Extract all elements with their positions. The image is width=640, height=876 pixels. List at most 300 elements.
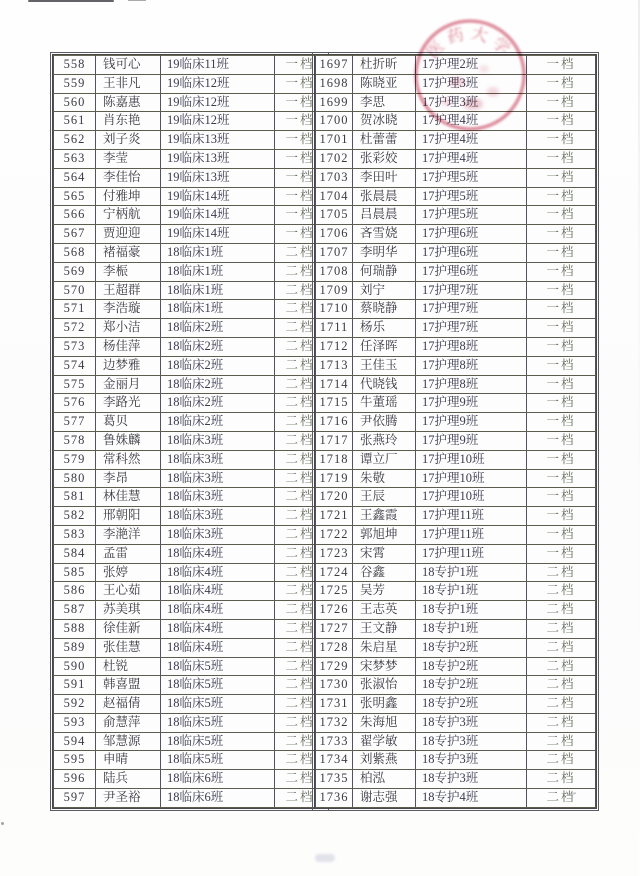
tier-cell: 一档 bbox=[527, 281, 596, 300]
id-cell: 1699 bbox=[316, 93, 353, 112]
class-cell: 18临床6班 bbox=[161, 770, 275, 789]
name-cell: 朱敬 bbox=[353, 469, 416, 488]
student-row bbox=[54, 619, 326, 638]
id-cell: 588 bbox=[54, 619, 96, 638]
name-cell: 陆兵 bbox=[96, 770, 161, 789]
class-cell: 19临床13班 bbox=[161, 168, 275, 187]
name-cell: 葛贝 bbox=[96, 413, 161, 432]
id-cell: 572 bbox=[54, 319, 96, 338]
id-cell: 562 bbox=[54, 131, 96, 150]
id-cell: 590 bbox=[54, 657, 96, 676]
id-cell: 1713 bbox=[316, 356, 353, 375]
class-cell: 17护理10班 bbox=[416, 488, 527, 507]
scan-artifact-dot bbox=[1, 822, 4, 825]
student-row bbox=[316, 243, 596, 262]
student-row bbox=[316, 356, 596, 375]
student-row bbox=[54, 206, 326, 225]
name-cell: 张燕玲 bbox=[353, 431, 416, 450]
class-cell: 17护理11班 bbox=[416, 544, 527, 563]
tier-cell: 一档 bbox=[527, 450, 596, 469]
id-cell: 1707 bbox=[316, 243, 353, 262]
student-row bbox=[54, 488, 326, 507]
class-cell: 18临床2班 bbox=[161, 337, 275, 356]
id-cell: 1722 bbox=[316, 525, 353, 544]
id-cell: 1718 bbox=[316, 450, 353, 469]
student-table bbox=[315, 55, 596, 808]
scan-artifact-top-dash-2 bbox=[128, 0, 146, 1]
id-cell: 1732 bbox=[316, 713, 353, 732]
id-cell: 575 bbox=[54, 375, 96, 394]
class-cell: 17护理7班 bbox=[416, 281, 527, 300]
id-cell: 561 bbox=[54, 112, 96, 131]
class-cell: 18临床2班 bbox=[161, 375, 275, 394]
id-cell: 1715 bbox=[316, 394, 353, 413]
class-cell: 18专护3班 bbox=[416, 713, 527, 732]
name-cell: 韩喜盟 bbox=[96, 676, 161, 695]
class-cell: 18临床2班 bbox=[161, 356, 275, 375]
tier-cell: 二档 bbox=[527, 676, 596, 695]
class-cell: 18临床5班 bbox=[161, 751, 275, 770]
name-cell: 杜折昕 bbox=[353, 56, 416, 75]
student-row bbox=[54, 300, 326, 319]
class-cell: 18专护1班 bbox=[416, 582, 527, 601]
name-cell: 张淑怡 bbox=[353, 676, 416, 695]
id-cell: 1730 bbox=[316, 676, 353, 695]
id-cell: 1709 bbox=[316, 281, 353, 300]
id-cell: 578 bbox=[54, 431, 96, 450]
tier-cell: 二档 bbox=[275, 281, 326, 300]
student-table-right bbox=[314, 54, 597, 809]
id-cell: 594 bbox=[54, 732, 96, 751]
id-cell: 1705 bbox=[316, 206, 353, 225]
name-cell: 谷鑫 bbox=[353, 563, 416, 582]
name-cell: 吴芳 bbox=[353, 582, 416, 601]
class-cell: 17护理9班 bbox=[416, 394, 527, 413]
name-cell: 杜锐 bbox=[96, 657, 161, 676]
class-cell: 18临床3班 bbox=[161, 450, 275, 469]
student-row bbox=[54, 225, 326, 244]
student-row bbox=[316, 544, 596, 563]
id-cell: 583 bbox=[54, 525, 96, 544]
tier-cell: 一档 bbox=[527, 131, 596, 150]
name-cell: 鲁姝麟 bbox=[96, 431, 161, 450]
id-cell: 589 bbox=[54, 638, 96, 657]
student-row bbox=[54, 657, 326, 676]
class-cell: 17护理10班 bbox=[416, 450, 527, 469]
tier-cell: 一档 bbox=[527, 319, 596, 338]
class-cell: 17护理8班 bbox=[416, 337, 527, 356]
tier-cell: 二档 bbox=[275, 450, 326, 469]
id-cell: 1710 bbox=[316, 300, 353, 319]
name-cell: 边梦雅 bbox=[96, 356, 161, 375]
class-cell: 17护理8班 bbox=[416, 375, 527, 394]
tier-cell: 一档 bbox=[275, 149, 326, 168]
class-cell: 18临床1班 bbox=[161, 300, 275, 319]
student-row bbox=[54, 751, 326, 770]
tier-cell: 一档 bbox=[527, 74, 596, 93]
student-row bbox=[54, 695, 326, 714]
tier-cell: 二档 bbox=[275, 300, 326, 319]
tier-cell: 二档 bbox=[275, 507, 326, 526]
name-cell: 王辰 bbox=[353, 488, 416, 507]
tier-cell: 二档 bbox=[275, 601, 326, 620]
class-cell: 17护理2班 bbox=[416, 56, 527, 75]
tier-cell: 二档 bbox=[275, 243, 326, 262]
class-cell: 18临床4班 bbox=[161, 582, 275, 601]
tier-cell: 二档 bbox=[275, 713, 326, 732]
tier-cell: 二档 bbox=[527, 657, 596, 676]
id-cell: 1724 bbox=[316, 563, 353, 582]
id-cell: 1734 bbox=[316, 751, 353, 770]
tier-cell: 一档 bbox=[275, 187, 326, 206]
id-cell: 1711 bbox=[316, 319, 353, 338]
name-cell: 宋霄 bbox=[353, 544, 416, 563]
id-cell: 1721 bbox=[316, 507, 353, 526]
name-cell: 陈晓亚 bbox=[353, 74, 416, 93]
name-cell: 杜蕾蕾 bbox=[353, 131, 416, 150]
student-row bbox=[54, 713, 326, 732]
student-row bbox=[316, 657, 596, 676]
id-cell: 586 bbox=[54, 582, 96, 601]
class-cell: 17护理6班 bbox=[416, 225, 527, 244]
tier-cell: 二档 bbox=[275, 751, 326, 770]
id-cell: 1727 bbox=[316, 619, 353, 638]
class-cell: 17护理11班 bbox=[416, 525, 527, 544]
name-cell: 宁柄航 bbox=[96, 206, 161, 225]
name-cell: 吕晨晨 bbox=[353, 206, 416, 225]
class-cell: 18专护1班 bbox=[416, 619, 527, 638]
tier-cell: 二档 bbox=[275, 469, 326, 488]
student-row bbox=[316, 319, 596, 338]
class-cell: 19临床12班 bbox=[161, 74, 275, 93]
student-row bbox=[54, 112, 326, 131]
id-cell: 1698 bbox=[316, 74, 353, 93]
tier-cell: 二档 bbox=[275, 563, 326, 582]
name-cell: 王志英 bbox=[353, 601, 416, 620]
student-row bbox=[54, 337, 326, 356]
student-row bbox=[54, 431, 326, 450]
name-cell: 孟雷 bbox=[96, 544, 161, 563]
name-cell: 陈嘉惠 bbox=[96, 93, 161, 112]
name-cell: 吝雪娆 bbox=[353, 225, 416, 244]
class-cell: 18临床3班 bbox=[161, 507, 275, 526]
name-cell: 杨乐 bbox=[353, 319, 416, 338]
id-cell: 581 bbox=[54, 488, 96, 507]
class-cell: 18临床5班 bbox=[161, 713, 275, 732]
student-row bbox=[54, 789, 326, 808]
class-cell: 19临床12班 bbox=[161, 112, 275, 131]
id-cell: 1712 bbox=[316, 337, 353, 356]
student-row bbox=[316, 413, 596, 432]
class-cell: 17护理4班 bbox=[416, 131, 527, 150]
id-cell: 1704 bbox=[316, 187, 353, 206]
tier-cell: 一档 bbox=[275, 206, 326, 225]
id-cell: 1701 bbox=[316, 131, 353, 150]
id-cell: 1716 bbox=[316, 413, 353, 432]
student-row bbox=[54, 582, 326, 601]
student-row bbox=[316, 206, 596, 225]
class-cell: 18临床1班 bbox=[161, 243, 275, 262]
id-cell: 1714 bbox=[316, 375, 353, 394]
student-row bbox=[316, 713, 596, 732]
class-cell: 18专护2班 bbox=[416, 676, 527, 695]
tier-cell: 一档 bbox=[527, 431, 596, 450]
tier-cell: 二档 bbox=[275, 638, 326, 657]
name-cell: 翟学敏 bbox=[353, 732, 416, 751]
id-cell: 1700 bbox=[316, 112, 353, 131]
student-row bbox=[54, 563, 326, 582]
student-row bbox=[54, 149, 326, 168]
id-cell: 1728 bbox=[316, 638, 353, 657]
name-cell: 宋梦梦 bbox=[353, 657, 416, 676]
name-cell: 贾迎迎 bbox=[96, 225, 161, 244]
student-row bbox=[54, 375, 326, 394]
student-row bbox=[54, 74, 326, 93]
class-cell: 17护理6班 bbox=[416, 262, 527, 281]
student-row bbox=[54, 356, 326, 375]
class-cell: 17护理9班 bbox=[416, 413, 527, 432]
name-cell: 李桭 bbox=[96, 262, 161, 281]
name-cell: 王非凡 bbox=[96, 74, 161, 93]
tier-cell: 二档 bbox=[527, 751, 596, 770]
class-cell: 18临床5班 bbox=[161, 732, 275, 751]
id-cell: 1697 bbox=[316, 56, 353, 75]
student-row bbox=[316, 56, 596, 75]
name-cell: 张佳慧 bbox=[96, 638, 161, 657]
name-cell: 邹慧源 bbox=[96, 732, 161, 751]
class-cell: 18临床3班 bbox=[161, 525, 275, 544]
name-cell: 郑小洁 bbox=[96, 319, 161, 338]
tier-cell: 二档 bbox=[275, 319, 326, 338]
tier-cell: 一档 bbox=[275, 168, 326, 187]
class-cell: 18专护1班 bbox=[416, 563, 527, 582]
name-cell: 金丽月 bbox=[96, 375, 161, 394]
class-cell: 18临床6班 bbox=[161, 789, 275, 808]
class-cell: 17护理8班 bbox=[416, 356, 527, 375]
student-row bbox=[54, 131, 326, 150]
student-row bbox=[316, 751, 596, 770]
tier-cell: 二档 bbox=[275, 544, 326, 563]
name-cell: 张晨晨 bbox=[353, 187, 416, 206]
name-cell: 柏泓 bbox=[353, 770, 416, 789]
name-cell: 肖东艳 bbox=[96, 112, 161, 131]
name-cell: 朱海旭 bbox=[353, 713, 416, 732]
student-row bbox=[54, 507, 326, 526]
tier-cell: 一档 bbox=[527, 337, 596, 356]
student-row bbox=[316, 507, 596, 526]
tier-cell: 一档 bbox=[527, 413, 596, 432]
tier-cell: 一档 bbox=[275, 131, 326, 150]
id-cell: 571 bbox=[54, 300, 96, 319]
student-row bbox=[316, 112, 596, 131]
id-cell: 1702 bbox=[316, 149, 353, 168]
tier-cell: 二档 bbox=[275, 488, 326, 507]
student-row bbox=[316, 695, 596, 714]
student-row bbox=[316, 337, 596, 356]
name-cell: 常科然 bbox=[96, 450, 161, 469]
name-cell: 徐佳新 bbox=[96, 619, 161, 638]
student-row bbox=[54, 394, 326, 413]
id-cell: 560 bbox=[54, 93, 96, 112]
name-cell: 张彩姣 bbox=[353, 149, 416, 168]
class-cell: 18临床4班 bbox=[161, 638, 275, 657]
id-cell: 1706 bbox=[316, 225, 353, 244]
student-row bbox=[316, 149, 596, 168]
student-row bbox=[316, 488, 596, 507]
student-row bbox=[54, 638, 326, 657]
class-cell: 19临床12班 bbox=[161, 93, 275, 112]
class-cell: 17护理4班 bbox=[416, 149, 527, 168]
tier-cell: 一档 bbox=[275, 74, 326, 93]
student-row bbox=[54, 601, 326, 620]
id-cell: 596 bbox=[54, 770, 96, 789]
tier-cell: 二档 bbox=[275, 262, 326, 281]
student-row bbox=[316, 281, 596, 300]
name-cell: 王文静 bbox=[353, 619, 416, 638]
student-row bbox=[316, 74, 596, 93]
id-cell: 585 bbox=[54, 563, 96, 582]
class-cell: 18专护2班 bbox=[416, 638, 527, 657]
student-row bbox=[316, 131, 596, 150]
name-cell: 牛董瑶 bbox=[353, 394, 416, 413]
student-row bbox=[316, 431, 596, 450]
student-row bbox=[316, 770, 596, 789]
class-cell: 18专护3班 bbox=[416, 732, 527, 751]
id-cell: 568 bbox=[54, 243, 96, 262]
name-cell: 王心茹 bbox=[96, 582, 161, 601]
student-row bbox=[316, 601, 596, 620]
student-row bbox=[54, 450, 326, 469]
name-cell: 李明华 bbox=[353, 243, 416, 262]
name-cell: 苏美琪 bbox=[96, 601, 161, 620]
student-row bbox=[316, 225, 596, 244]
id-cell: 569 bbox=[54, 262, 96, 281]
name-cell: 李佳怡 bbox=[96, 168, 161, 187]
name-cell: 贺冰晓 bbox=[353, 112, 416, 131]
class-cell: 18专护3班 bbox=[416, 770, 527, 789]
id-cell: 574 bbox=[54, 356, 96, 375]
class-cell: 18临床3班 bbox=[161, 469, 275, 488]
name-cell: 刘紫燕 bbox=[353, 751, 416, 770]
student-row bbox=[54, 187, 326, 206]
tier-cell: 二档 bbox=[527, 563, 596, 582]
class-cell: 18临床4班 bbox=[161, 544, 275, 563]
student-row bbox=[316, 394, 596, 413]
student-row bbox=[316, 375, 596, 394]
name-cell: 郭旭坤 bbox=[353, 525, 416, 544]
name-cell: 尹圣裕 bbox=[96, 789, 161, 808]
tier-cell: 一档 bbox=[527, 544, 596, 563]
tier-cell: 二档 bbox=[275, 394, 326, 413]
student-row bbox=[316, 619, 596, 638]
student-table-left bbox=[52, 54, 327, 809]
tier-cell: 二档 bbox=[275, 337, 326, 356]
name-cell: 谭立厂 bbox=[353, 450, 416, 469]
name-cell: 褚福豪 bbox=[96, 243, 161, 262]
id-cell: 576 bbox=[54, 394, 96, 413]
student-row bbox=[316, 732, 596, 751]
id-cell: 1719 bbox=[316, 469, 353, 488]
tier-cell: 一档 bbox=[527, 262, 596, 281]
student-table bbox=[53, 55, 326, 808]
scan-artifact-top-dash bbox=[28, 0, 114, 2]
class-cell: 18专护3班 bbox=[416, 751, 527, 770]
name-cell: 林佳慧 bbox=[96, 488, 161, 507]
student-row bbox=[54, 243, 326, 262]
tier-cell: 一档 bbox=[527, 356, 596, 375]
class-cell: 18临床4班 bbox=[161, 601, 275, 620]
class-cell: 19临床11班 bbox=[161, 56, 275, 75]
class-cell: 18临床2班 bbox=[161, 319, 275, 338]
tier-cell: 二档 bbox=[275, 582, 326, 601]
student-row bbox=[316, 168, 596, 187]
id-cell: 1736 bbox=[316, 789, 353, 808]
tier-cell: 二档 bbox=[275, 431, 326, 450]
tier-cell: 一档 bbox=[527, 488, 596, 507]
student-row bbox=[54, 93, 326, 112]
student-row bbox=[54, 525, 326, 544]
student-row bbox=[54, 262, 326, 281]
student-row bbox=[316, 469, 596, 488]
id-cell: 577 bbox=[54, 413, 96, 432]
name-cell: 尹依腾 bbox=[353, 413, 416, 432]
student-row bbox=[316, 300, 596, 319]
tier-cell: 二档 bbox=[527, 601, 596, 620]
student-row bbox=[54, 56, 326, 75]
tier-cell: 一档 bbox=[527, 300, 596, 319]
student-row bbox=[54, 168, 326, 187]
class-cell: 18专护2班 bbox=[416, 695, 527, 714]
tier-cell: 二档 bbox=[275, 375, 326, 394]
id-cell: 558 bbox=[54, 56, 96, 75]
tier-cell: 二档 bbox=[275, 356, 326, 375]
tier-cell: 二档 bbox=[527, 582, 596, 601]
class-cell: 17护理4班 bbox=[416, 112, 527, 131]
class-cell: 18临床3班 bbox=[161, 431, 275, 450]
tier-cell: 一档 bbox=[275, 93, 326, 112]
class-cell: 17护理5班 bbox=[416, 168, 527, 187]
class-cell: 18临床2班 bbox=[161, 394, 275, 413]
id-cell: 1720 bbox=[316, 488, 353, 507]
class-cell: 17护理9班 bbox=[416, 431, 527, 450]
tier-cell: 二档 bbox=[275, 619, 326, 638]
tier-cell: 二档 bbox=[527, 638, 596, 657]
student-row bbox=[316, 450, 596, 469]
tier-cell: 二档 bbox=[527, 713, 596, 732]
tier-cell: 一档 bbox=[527, 93, 596, 112]
id-cell: 587 bbox=[54, 601, 96, 620]
name-cell: 杨佳萍 bbox=[96, 337, 161, 356]
id-cell: 566 bbox=[54, 206, 96, 225]
id-cell: 593 bbox=[54, 713, 96, 732]
class-cell: 18临床1班 bbox=[161, 262, 275, 281]
name-cell: 李思 bbox=[353, 93, 416, 112]
id-cell: 591 bbox=[54, 676, 96, 695]
tier-cell: 二档 bbox=[527, 789, 596, 808]
tier-cell: 一档 bbox=[527, 525, 596, 544]
class-cell: 18临床1班 bbox=[161, 281, 275, 300]
id-cell: 1725 bbox=[316, 582, 353, 601]
tier-cell: 一档 bbox=[527, 469, 596, 488]
tier-cell: 一档 bbox=[527, 187, 596, 206]
student-row bbox=[316, 262, 596, 281]
class-cell: 17护理7班 bbox=[416, 319, 527, 338]
name-cell: 李昂 bbox=[96, 469, 161, 488]
class-cell: 17护理10班 bbox=[416, 469, 527, 488]
tier-cell: 一档 bbox=[527, 225, 596, 244]
name-cell: 李滟洋 bbox=[96, 525, 161, 544]
class-cell: 18临床3班 bbox=[161, 488, 275, 507]
